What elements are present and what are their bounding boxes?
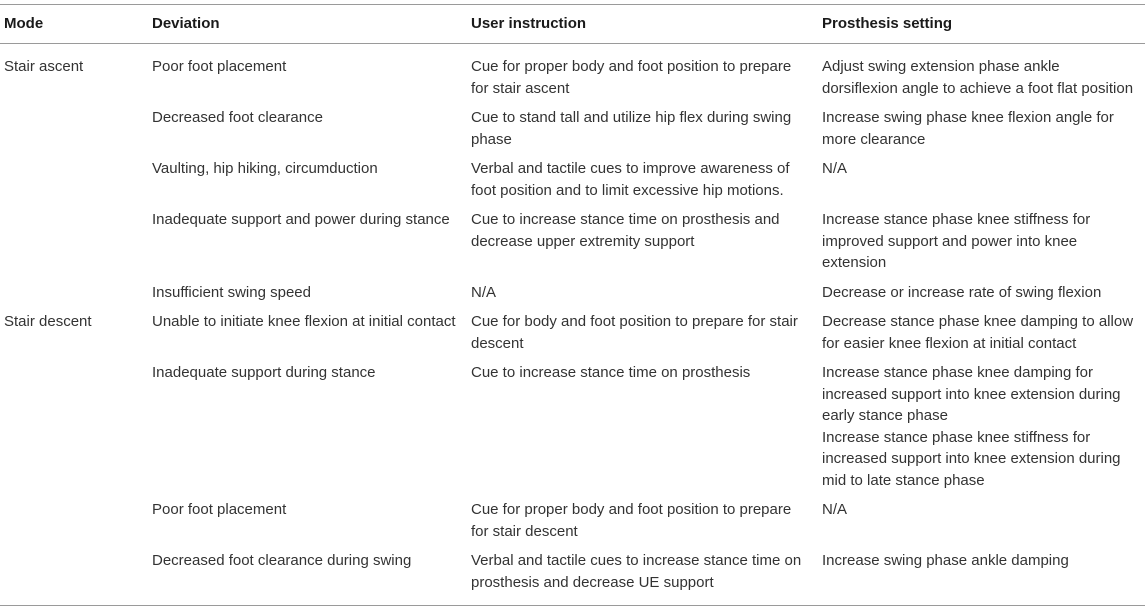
cell-mode	[0, 547, 148, 606]
cell-user-instruction: N/A	[471, 283, 497, 301]
header-user-instruction: User instruction	[471, 15, 587, 32]
cell-mode: Stair descent	[4, 313, 92, 330]
cell-prosthesis-setting	[818, 279, 1145, 309]
header-mode: Mode	[4, 15, 44, 32]
header-deviation: Deviation	[152, 15, 220, 32]
data-table	[0, 4, 1145, 606]
table-row	[0, 496, 1145, 547]
cell-deviation: Inadequate support during stance	[152, 364, 376, 381]
prosthesis-setting-line: Increase stance phase knee stiffness for increased support into knee extension during mid to late stance phase	[822, 428, 1121, 489]
cell-user-instruction: Verbal and tactile cues to improve awareness of foot position and to limit excessive hip motions.	[471, 160, 790, 199]
prosthesis-setting-line: Decrease stance phase knee damping to allow for easier knee flexion at initial contact	[822, 313, 1134, 352]
cell-mode	[0, 206, 148, 279]
cell-prosthesis-setting	[818, 206, 1145, 279]
cell-prosthesis-setting	[818, 44, 1145, 105]
table-row	[0, 547, 1145, 606]
cell-user-instruction: Cue for proper body and foot position to prepare for stair descent	[471, 501, 792, 540]
table-row	[0, 44, 1145, 105]
cell-mode	[0, 496, 148, 547]
prosthesis-setting-line: N/A	[822, 160, 848, 177]
cell-deviation: Poor foot placement	[152, 58, 287, 75]
prosthesis-setting-line: Decrease or increase rate of swing flexion	[822, 283, 1102, 301]
cell-user-instruction: Cue to increase stance time on prosthesis and decrease upper extremity support	[471, 211, 780, 250]
cell-prosthesis-setting	[818, 359, 1145, 496]
cell-mode	[0, 359, 148, 496]
cell-deviation: Unable to initiate knee flexion at initial contact	[152, 313, 456, 330]
prosthesis-setting-line: Increase swing phase ankle damping	[822, 552, 1069, 569]
cell-prosthesis-setting	[818, 104, 1145, 155]
table-row	[0, 279, 1145, 309]
cell-user-instruction: Cue to increase stance time on prosthesis	[471, 364, 751, 381]
header-row	[0, 5, 1145, 44]
cell-user-instruction: Verbal and tactile cues to increase stance time on prosthesis and decrease UE support	[471, 552, 802, 591]
table-row	[0, 359, 1145, 496]
cell-prosthesis-setting	[818, 496, 1145, 547]
header-prosthesis-setting: Prosthesis setting	[822, 15, 953, 32]
cell-user-instruction: Cue for body and foot position to prepare for stair descent	[471, 313, 798, 352]
cell-mode: Stair ascent	[4, 58, 84, 75]
prosthesis-setting-line: N/A	[822, 501, 848, 518]
cell-deviation: Insufficient swing speed	[152, 283, 311, 301]
table-row	[0, 155, 1145, 206]
cell-deviation: Decreased foot clearance during swing	[152, 552, 412, 569]
table-body	[0, 44, 1145, 606]
cell-mode	[0, 104, 148, 155]
cell-prosthesis-setting	[818, 308, 1145, 359]
table-row	[0, 308, 1145, 359]
prosthesis-setting-line: Increase stance phase knee damping for increased support into knee extension during early stance phase	[822, 364, 1121, 424]
table-row	[0, 104, 1145, 155]
cell-prosthesis-setting	[818, 155, 1145, 206]
table-row	[0, 206, 1145, 279]
cell-prosthesis-setting	[818, 547, 1145, 606]
table-header	[0, 5, 1145, 44]
cell-user-instruction: Cue to stand tall and utilize hip flex during swing phase	[471, 109, 792, 148]
cell-deviation: Poor foot placement	[152, 501, 287, 518]
cell-user-instruction: Cue for proper body and foot position to prepare for stair ascent	[471, 58, 792, 97]
cell-deviation: Vaulting, hip hiking, circumduction	[152, 160, 378, 177]
cell-deviation: Inadequate support and power during stance	[152, 211, 450, 228]
cell-deviation: Decreased foot clearance	[152, 109, 323, 126]
prosthesis-setting-line: Adjust swing extension phase ankle dorsiflexion angle to achieve a foot flat position	[822, 58, 1134, 97]
prosthesis-setting-line: Increase stance phase knee stiffness for improved support and power into knee extension	[822, 211, 1091, 271]
prosthesis-setting-line: Increase swing phase knee flexion angle for more clearance	[822, 109, 1114, 148]
cell-mode	[0, 279, 148, 309]
cell-mode	[0, 155, 148, 206]
